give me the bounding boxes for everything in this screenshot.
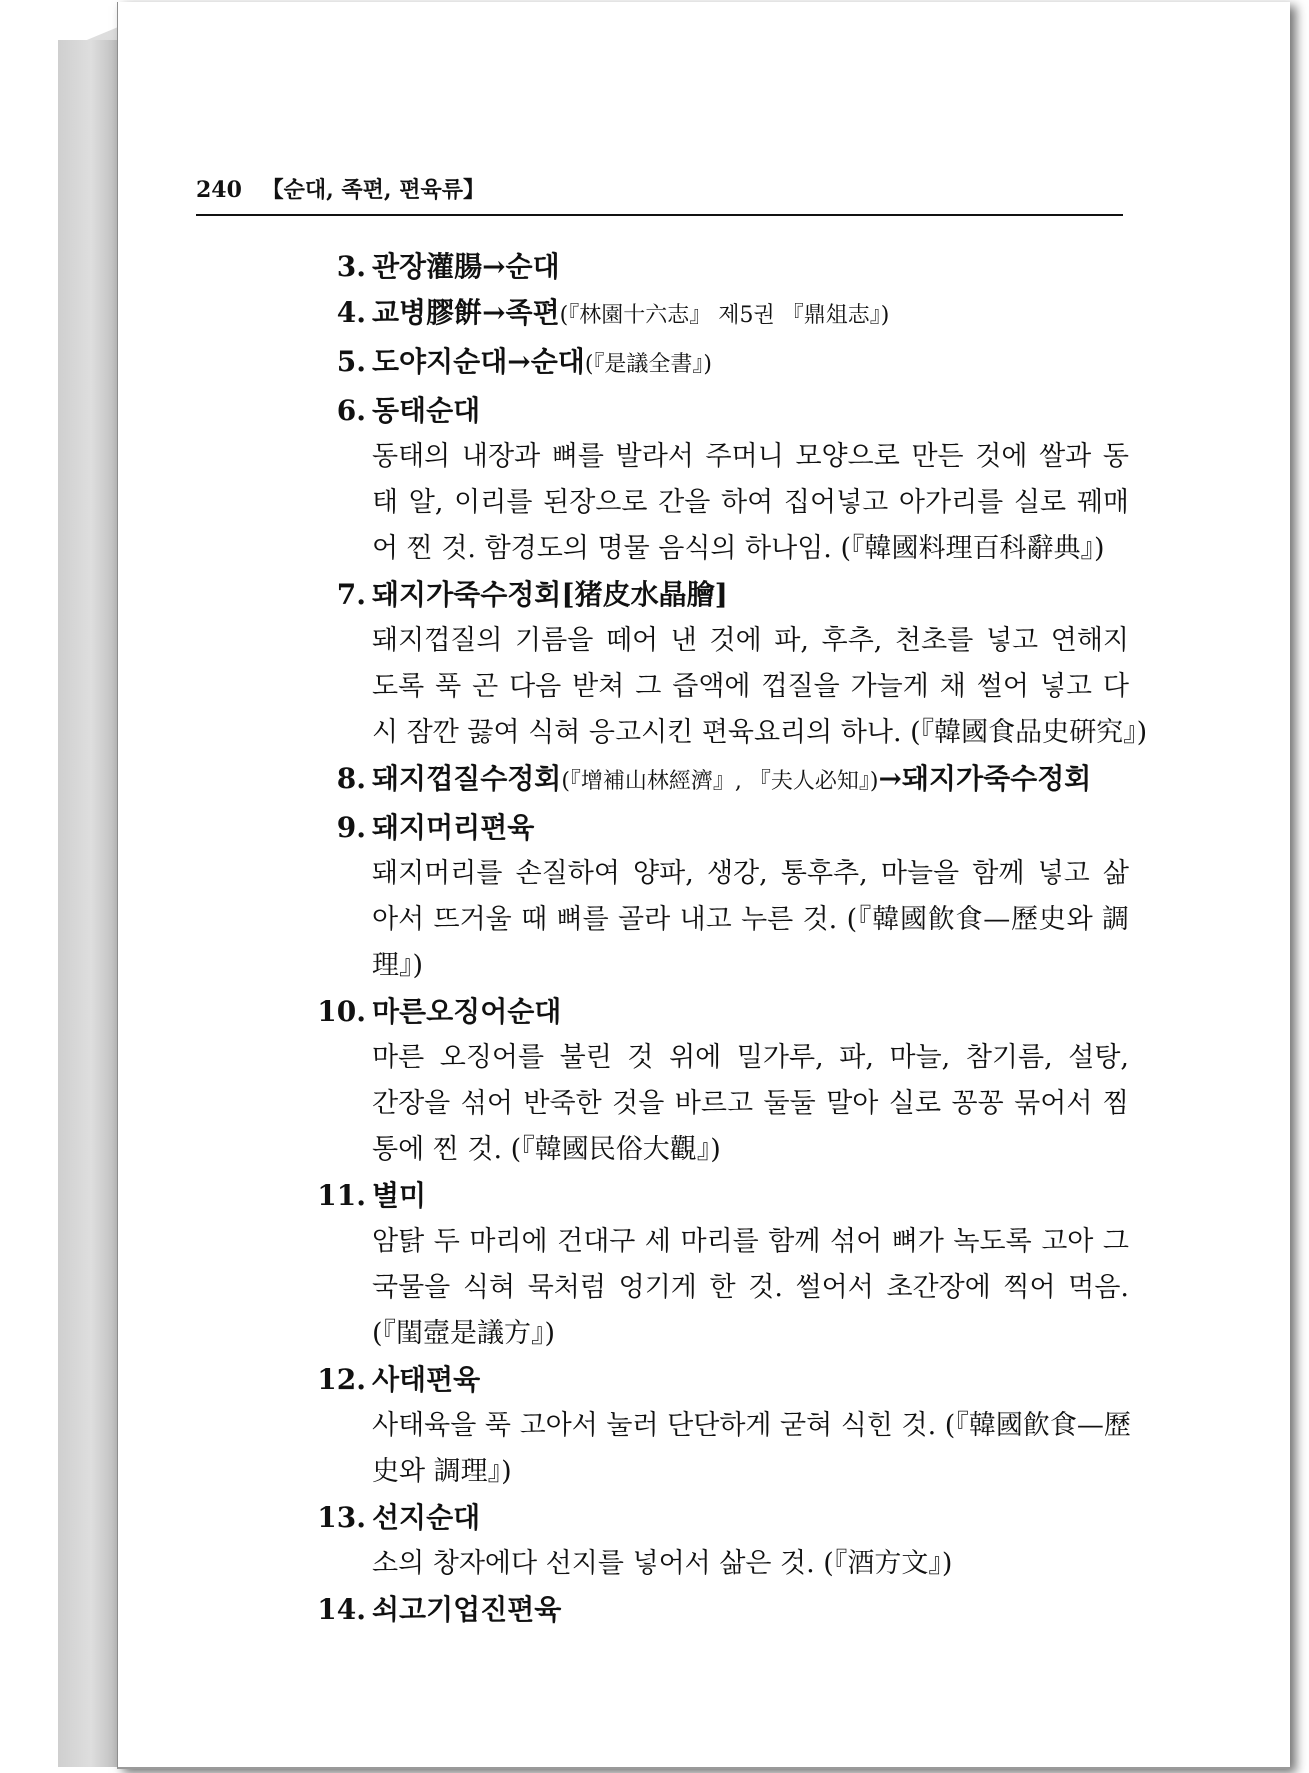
entry-heading (0, 756, 1309, 805)
entry-title: 마른오징어순대 (372, 995, 562, 1028)
entry-heading (0, 1357, 1309, 1403)
entry-list (0, 244, 1309, 1633)
section-title: 【순대, 족편, 편육류】 (261, 177, 486, 203)
entry-number: 11. (317, 1179, 366, 1212)
entry-number: 12. (317, 1363, 366, 1396)
entry-description (0, 1541, 1129, 1587)
entry-number: 14. (317, 1593, 366, 1626)
entry-description (0, 1219, 1129, 1357)
entry-cross-reference: →돼지가죽수정회 (878, 762, 1092, 795)
entry-title: 돼지껍질수정회 (372, 762, 562, 795)
entry-heading (0, 1587, 1309, 1633)
entry-title: 사태편육 (372, 1363, 481, 1396)
entry-number: 7. (336, 578, 366, 611)
entry-heading (0, 989, 1309, 1035)
entry-description (0, 434, 1129, 572)
entry-number: 9. (336, 811, 366, 844)
description-line: 간장을 섞어 반죽한 것을 바르고 둘둘 말아 실로 꽁꽁 묶어서 찜 (372, 1088, 1129, 1119)
description-line: 도록 푹 곤 다음 받쳐 그 즙액에 껍질을 가늘게 채 썰어 넣고 다 (372, 671, 1129, 702)
entry-heading (0, 388, 1309, 434)
entry-number: 4. (336, 296, 366, 329)
entry-number: 10. (317, 995, 366, 1028)
entry-description (0, 1035, 1129, 1173)
description-line: 소의 창자에다 선지를 넣어서 삶은 것. (『酒方文』) (372, 1548, 953, 1579)
description-line: 사태육을 푹 고아서 눌러 단단하게 굳혀 식힌 것. (『韓國飮食—歷 (372, 1410, 1131, 1441)
description-line: (『閨壼是議方』) (372, 1318, 556, 1349)
description-line: 국물을 식혀 묵처럼 엉기게 한 것. 썰어서 초간장에 찍어 먹음. (372, 1272, 1129, 1303)
entry-title: 별미 (372, 1179, 427, 1212)
entry-heading (0, 805, 1309, 851)
description-line: 시 잠깐 끓여 식혀 응고시킨 편육요리의 하나. (『韓國食品史硏究』) (372, 717, 1148, 748)
description-line: 史와 調理』) (372, 1456, 512, 1487)
entry-title: 관장灌腸→순대 (372, 250, 560, 283)
description-line: 통에 찐 것. (『韓國民俗大觀』) (372, 1134, 721, 1165)
entry-source: (『是議全書』) (584, 352, 712, 377)
entry-heading (0, 1173, 1309, 1219)
running-head (196, 176, 1123, 216)
entry-heading (0, 339, 1309, 388)
description-line: 암탉 두 마리에 건대구 세 마리를 함께 섞어 뼈가 녹도록 고아 그 (372, 1226, 1129, 1257)
entry-title: 도야지순대→순대 (372, 345, 585, 378)
description-line: 마른 오징어를 불린 것 위에 밀가루, 파, 마늘, 참기름, 설탕, (372, 1042, 1129, 1073)
entry-title: 쇠고기업진편육 (372, 1593, 562, 1626)
description-line: 아서 뜨거울 때 뼈를 골라 내고 누른 것. (『韓國飮食—歷史와 調 (372, 904, 1129, 935)
entry-number: 13. (317, 1501, 366, 1534)
entry-title: 교병膠餠→족편 (372, 296, 560, 329)
entry-number: 5. (336, 345, 366, 378)
entry-number: 8. (336, 762, 366, 795)
entry-number: 3. (336, 250, 366, 283)
entry-title: 돼지머리편육 (372, 811, 535, 844)
entry-description (0, 618, 1148, 756)
entry-heading (0, 1495, 1309, 1541)
description-line: 돼지머리를 손질하여 양파, 생강, 통후추, 마늘을 함께 넣고 삶 (372, 858, 1129, 889)
page-number: 240 (196, 177, 242, 203)
description-line: 어 찐 것. 함경도의 명물 음식의 하나임. (『韓國料理百科辭典』) (372, 533, 1105, 564)
description-line: 理』) (372, 950, 424, 981)
entry-title: 돼지가죽수정회[猪皮水晶膾] (372, 578, 728, 611)
description-line: 태 알, 이리를 된장으로 간을 하여 집어넣고 아가리를 실로 꿰매 (372, 487, 1129, 518)
description-line: 동태의 내장과 뼈를 발라서 주머니 모양으로 만든 것에 쌀과 동 (372, 441, 1129, 472)
entry-description (0, 1403, 1129, 1495)
entry-title: 동태순대 (372, 394, 481, 427)
entry-heading (0, 244, 1309, 290)
entry-description (0, 851, 1129, 989)
entry-title: 선지순대 (372, 1501, 481, 1534)
entry-heading (0, 572, 1309, 618)
entry-heading (0, 290, 1309, 339)
description-line: 돼지껍질의 기름을 떼어 낸 것에 파, 후추, 천초를 넣고 연해지 (372, 625, 1129, 656)
entry-source: (『增補山林經濟』, 『夫人必知』) (561, 769, 879, 794)
entry-source: (『林園十六志』 제5권 『鼎俎志』) (559, 303, 890, 328)
entry-number: 6. (336, 394, 366, 427)
